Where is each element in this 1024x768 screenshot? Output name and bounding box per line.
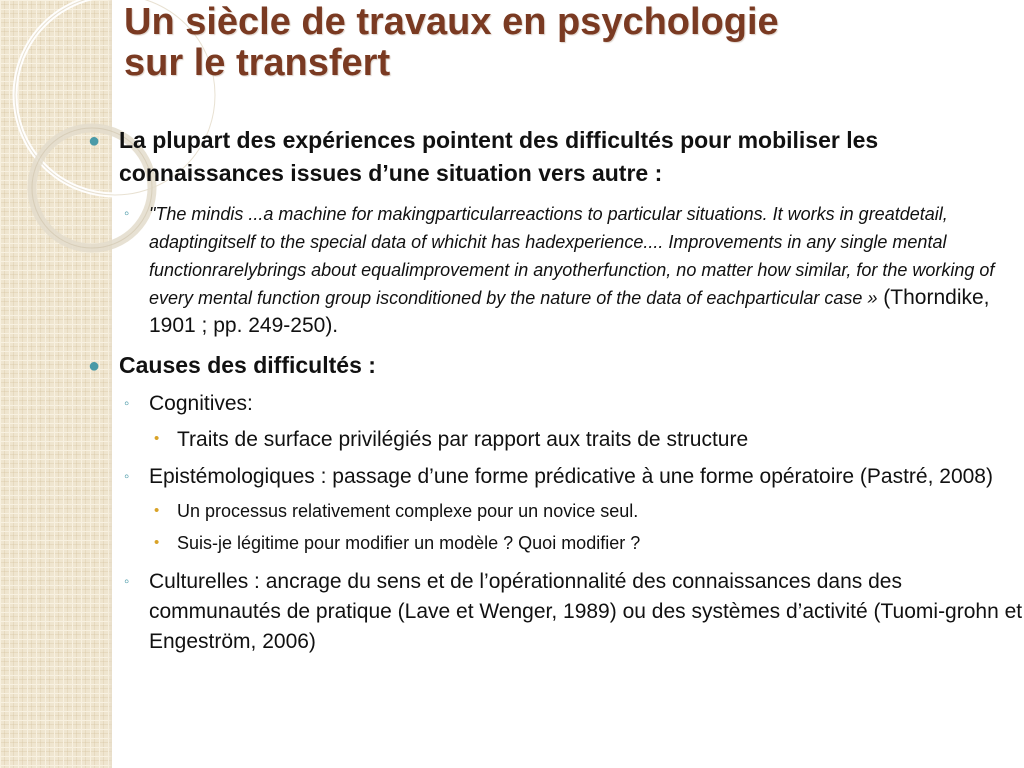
bullet-causes — [84, 349, 1024, 382]
quote-text: "The mindis ...a machine for makingparticularreactions to particular situations. It works in greatdetail, adaptingitself to the special data of whichit has hadexperience.... Improvements in any single mental functionrarelybrings about equalimprovement in anyotherfunction, no matter how similar, for the working of every mental function group isconditioned by the nature of the data of eachparticular case » — [149, 204, 995, 308]
bullet-epistemologiques — [84, 462, 1024, 492]
bullet-ring-icon: ◦ — [124, 468, 130, 485]
bullet-cognitives-text: Cognitives: — [149, 392, 253, 415]
bullet-epistemo-detail-1 — [84, 496, 1024, 527]
bullet-dot-icon: ● — [88, 355, 101, 377]
slide-title-line1: Un siècle de travaux en psychologie — [124, 1, 779, 43]
bullet-epistemo-detail-2 — [84, 528, 1024, 559]
bullet-ring-icon: ◦ — [124, 205, 130, 222]
bullet-cognitives-detail-text: Traits de surface privilégiés par rapport aux traits de structure — [177, 428, 749, 451]
bullet-epistemologiques-text: Epistémologiques : passage d’une forme prédicative à une forme opératoire (Pastré, 2008) — [149, 465, 993, 488]
bullet-thorndike-quote — [84, 200, 1024, 340]
bullet-dot-icon: ● — [88, 130, 101, 152]
bullet-culturelles-text: Culturelles : ancrage du sens et de l’opérationnalité des connaissances dans des communautés de pratique (Lave et Wenger, 1989) ou des systèmes d’activité (Tuomi-grohn et Engeström, 2006) — [149, 570, 1023, 653]
bullet-small-dot-icon: • — [154, 534, 160, 551]
bullet-small-dot-icon: • — [154, 502, 160, 519]
bullet-ring-icon: ◦ — [124, 395, 130, 412]
bullet-causes-text: Causes des difficultés : — [119, 352, 376, 378]
bullet-culturelles — [84, 567, 1024, 657]
slide-title — [124, 2, 1004, 84]
slide-content — [84, 124, 1024, 657]
quote-citation: (Thorndike, 1901 ; pp. 249-250). — [149, 286, 990, 337]
bullet-epistemo-detail-1-text: Un processus relativement complexe pour un novice seul. — [177, 501, 639, 521]
slide-title-line2: sur le transfert — [124, 42, 391, 84]
bullet-ring-icon: ◦ — [124, 573, 130, 590]
bullet-cognitives — [84, 389, 1024, 419]
bullet-epistemo-detail-2-text: Suis-je légitime pour modifier un modèle ? Quoi modifier ? — [177, 533, 641, 553]
bullet-difficulties — [84, 124, 1024, 190]
bullet-difficulties-text: La plupart des expériences pointent des difficultés pour mobiliser les connaissances issues d’une situation vers autre : — [119, 127, 879, 186]
bullet-small-dot-icon: • — [154, 430, 160, 447]
bullet-cognitives-detail — [84, 424, 1024, 455]
